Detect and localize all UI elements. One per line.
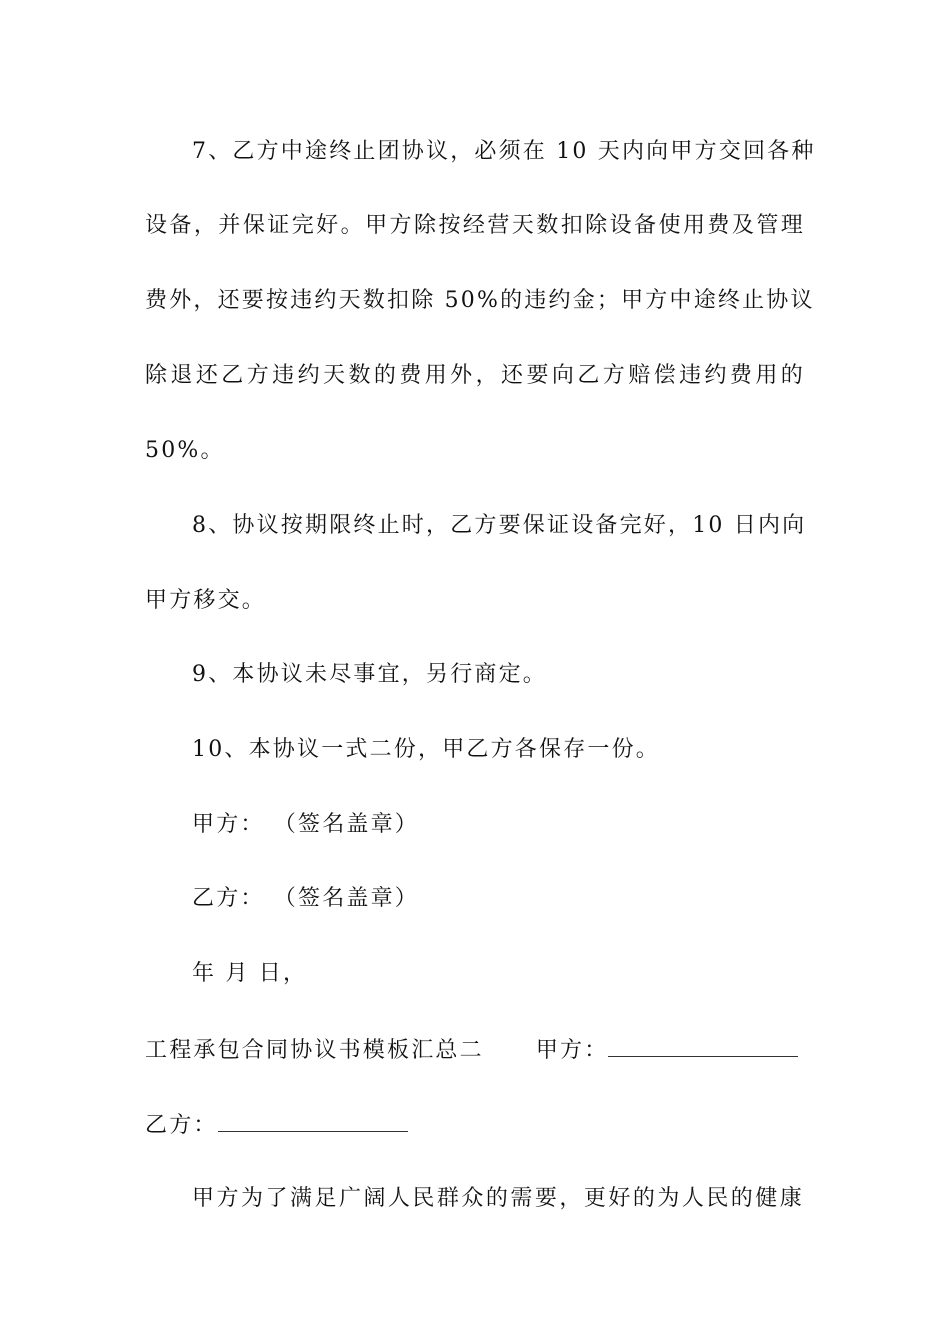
party-a-label: 甲方： (535, 1038, 609, 1063)
party-b-signature: 乙方： （签名盖章） (192, 886, 419, 911)
intro-paragraph-line-1: 甲方为了满足广阔人民群众的需要，更好的为人民的健康 (192, 1186, 804, 1211)
paragraph-7-line-1: 7、乙方中途终止团协议，必须在 10 天内向甲方交回各种 (192, 139, 816, 164)
paragraph-8-line-2: 甲方移交。 (145, 588, 267, 613)
paragraph-7-line-3: 费外，还要按违约天数扣除 50%的违约金；甲方中途终止协议 (145, 288, 815, 313)
paragraph-7-line-2: 设备，并保证完好。甲方除按经营天数扣除设备使用费及管理 (145, 213, 805, 238)
paragraph-7-line-5: 50%。 (145, 438, 225, 463)
party-a-signature: 甲方： （签名盖章） (192, 812, 419, 837)
date-line: 年 月 日， (192, 961, 308, 986)
party-b-line (145, 1109, 825, 1141)
party-b-blank (218, 1109, 408, 1132)
paragraph-8-line-1: 8、协议按期限终止时，乙方要保证设备完好，10 日内向 (192, 513, 807, 538)
paragraph-7-line-4: 除退还乙方违约天数的费用外，还要向乙方赔偿违约费用的 (145, 363, 805, 388)
paragraph-10: 10、本协议一式二份，甲乙方各保存一份。 (192, 737, 660, 762)
paragraph-9: 9、本协议未尽事宜，另行商定。 (192, 662, 547, 687)
party-b-label: 乙方： (145, 1113, 218, 1138)
contract-title: 工程承包合同协议书模板汇总二 (145, 1038, 484, 1063)
contract-title-line (145, 1034, 825, 1066)
party-a-blank (608, 1034, 798, 1057)
